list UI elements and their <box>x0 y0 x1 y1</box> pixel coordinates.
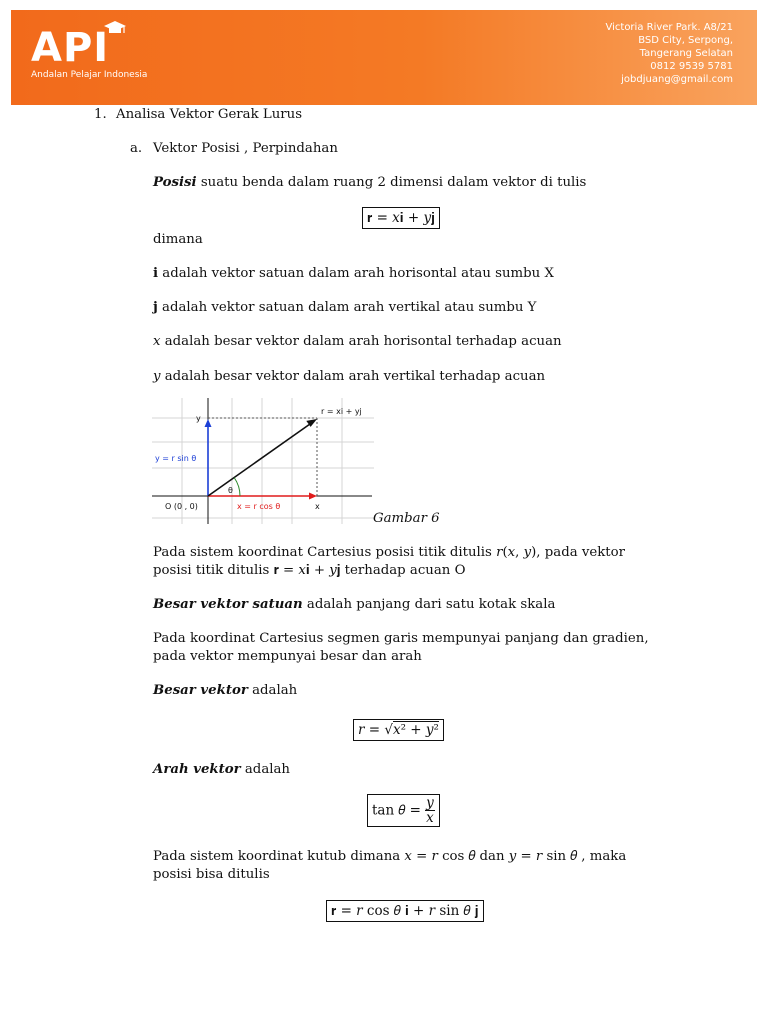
kutub-line-2: posisi bisa ditulis <box>153 867 270 882</box>
label-origin: O (0 , 0) <box>165 502 198 511</box>
angle-arc <box>234 478 240 496</box>
x-symbol: 𝑥 <box>153 334 161 349</box>
dimana-text: dimana <box>153 232 203 247</box>
j-symbol: 𝐣 <box>153 300 158 315</box>
email-address: jobdjuang@gmail.com <box>621 74 733 85</box>
y-symbol: 𝑦 <box>153 369 161 384</box>
graduation-cap-icon <box>103 20 127 36</box>
address-line-3: Tangerang Selatan <box>639 48 733 59</box>
def-x <box>153 333 562 350</box>
def-j <box>153 299 536 316</box>
i-symbol: 𝐢 <box>153 266 159 281</box>
contact-address <box>606 21 734 86</box>
label-x-axis: x <box>315 502 320 511</box>
besar-text: adalah <box>247 683 298 698</box>
segment-line-2: pada vektor mempunyai besar dan arah <box>153 649 422 664</box>
besar-paragraph <box>153 682 297 699</box>
equation-position-vector: 𝐫 = 𝑥𝐢 + 𝑦𝐣 <box>362 207 440 229</box>
eq3-lhs: tan 𝜃 = <box>372 802 426 819</box>
label-y-axis: y <box>196 414 201 423</box>
subsection-title: Vektor Posisi , Perpindahan <box>153 141 338 156</box>
eq3-denominator: 𝑥 <box>426 810 434 826</box>
figure-caption: Gambar 6 <box>373 511 440 526</box>
subsection-letter: a. <box>130 141 143 156</box>
vector-diagram <box>152 398 374 524</box>
equation-direction <box>367 794 440 827</box>
satuan-text: adalah panjang dari satu kotak skala <box>302 597 556 612</box>
api-logo <box>31 25 148 80</box>
eq2-lhs: 𝑟 = <box>358 722 385 738</box>
label-x-component: x = r cos θ <box>237 502 281 511</box>
posisi-paragraph <box>153 174 586 191</box>
position-vector <box>208 424 310 496</box>
besar-term: Besar vektor <box>153 683 248 698</box>
label-theta: θ <box>228 486 233 495</box>
satuan-term: Besar vektor satuan <box>153 597 303 612</box>
x-text: adalah besar vektor dalam arah horisontal terhadap acuan <box>160 334 562 349</box>
logo-text: API <box>31 25 110 71</box>
sqrt-symbol: √ <box>384 722 393 738</box>
phone-number: 0812 9539 5781 <box>650 61 733 72</box>
equation-polar: 𝐫 = 𝑟 cos 𝜃 𝐢 + 𝑟 sin 𝜃 𝐣 <box>326 900 484 922</box>
cartesius-line-1: Pada sistem koordinat Cartesius posisi titik ditulis 𝑟(𝑥, 𝑦), pada vektor <box>153 545 626 560</box>
address-line-2: BSD City, Serpong, <box>638 35 733 46</box>
eq3-numerator: 𝑦 <box>426 795 434 811</box>
j-text: adalah vektor satuan dalam arah vertikal atau sumbu Y <box>157 300 537 315</box>
arah-term: Arah vektor <box>153 762 241 777</box>
i-text: adalah vektor satuan dalam arah horisontal atau sumbu X <box>158 266 554 281</box>
cartesius-line-2: posisi titik ditulis 𝐫 = 𝑥𝐢 + 𝑦𝐣 terhadap acuan O <box>153 563 466 578</box>
arah-paragraph <box>153 761 290 778</box>
posisi-term: Posisi <box>153 175 197 190</box>
label-r: r = xi + yj <box>321 407 362 416</box>
y-text: adalah besar vektor dalam arah vertikal terhadap acuan <box>160 369 546 384</box>
eq2-radicand: 𝑥² + 𝑦² <box>392 722 439 738</box>
equation-magnitude <box>353 719 444 741</box>
section-title: Analisa Vektor Gerak Lurus <box>116 107 303 122</box>
header-banner <box>11 10 757 105</box>
def-i <box>153 265 554 282</box>
eq3-fraction <box>425 796 435 825</box>
address-line-1: Victoria River Park. A8/21 <box>605 22 733 33</box>
x-arrowhead <box>309 493 317 500</box>
posisi-text: suatu benda dalam ruang 2 dimensi dalam vektor di tulis <box>196 175 587 190</box>
label-y-component: y = r sin θ <box>155 454 197 463</box>
arah-text: adalah <box>240 762 290 777</box>
kutub-line-1: Pada sistem koordinat kutub dimana 𝑥 = 𝑟 cos 𝜃 dan 𝑦 = 𝑟 sin 𝜃 , maka <box>153 849 627 864</box>
def-y <box>153 368 545 385</box>
satuan-paragraph <box>153 596 555 613</box>
y-arrowhead <box>205 419 212 427</box>
section-number: 1. <box>94 107 107 122</box>
segment-line-1: Pada koordinat Cartesius segmen garis mempunyai panjang dan gradien, <box>153 631 649 646</box>
logo-tagline: Andalan Pelajar Indonesia <box>31 70 148 80</box>
